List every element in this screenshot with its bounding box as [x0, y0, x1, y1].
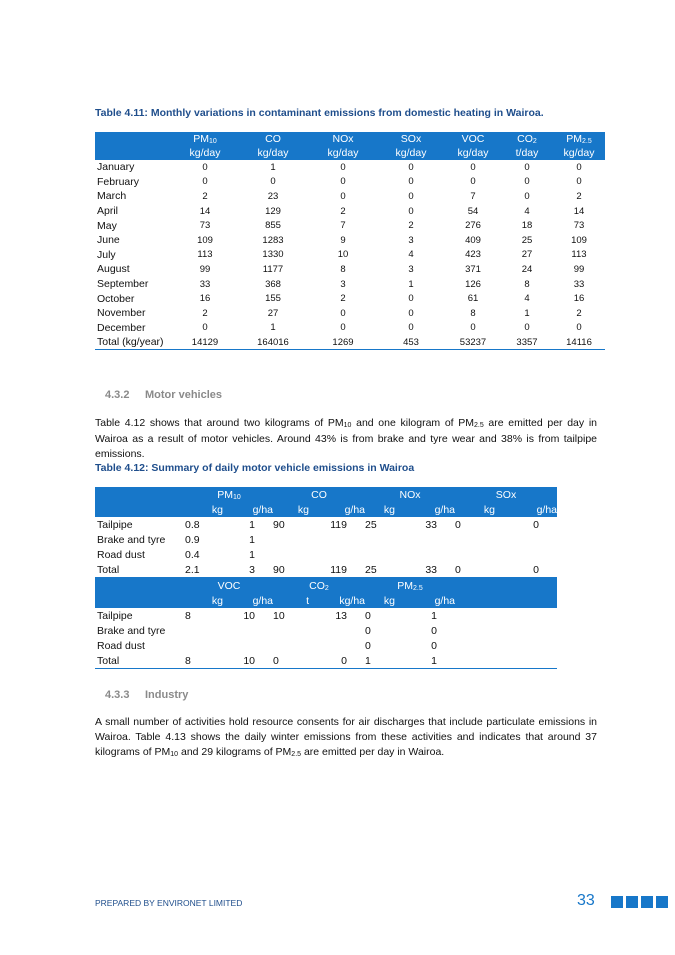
header-group	[455, 487, 557, 502]
pollutant-name: CO	[265, 133, 281, 145]
table-row	[95, 189, 605, 204]
header-blank	[95, 487, 185, 502]
cell-value	[495, 532, 557, 547]
table-row	[95, 175, 605, 190]
header-unit: kg/day	[189, 147, 221, 159]
header-unit: kg/ha	[339, 594, 365, 607]
cell-value: 3	[340, 278, 346, 290]
cell-value: 4	[408, 249, 414, 261]
cell-value: 1	[365, 653, 395, 669]
subscript: 10	[170, 751, 179, 758]
cell-value: 0	[576, 161, 582, 173]
footer-square-1	[611, 896, 623, 908]
table-row	[95, 204, 605, 219]
cell-value: 27	[521, 249, 533, 261]
header-unit: g/ha	[434, 503, 455, 516]
cell-value: 0	[202, 322, 208, 334]
header-group	[273, 578, 365, 594]
text-run: and one kilogram of PM	[351, 417, 475, 429]
cell-value: 0	[470, 322, 476, 334]
table-row	[95, 291, 605, 306]
cell-value: 0	[524, 190, 530, 202]
pollutant-subscript: 2.5	[413, 584, 423, 592]
cell-value: 0	[202, 161, 208, 173]
cell-value	[185, 623, 223, 638]
section-title: Motor vehicles	[145, 389, 223, 401]
cell-value: 25	[365, 562, 395, 578]
cell-value: 14116	[553, 335, 605, 350]
empty-cell	[455, 623, 557, 638]
cell-value: 1269	[309, 335, 377, 350]
cell-value: 155	[265, 293, 281, 305]
pollutant-subscript: 10	[232, 493, 241, 501]
header-unit: kg/day	[457, 147, 489, 159]
row-label: Tailpipe	[97, 609, 133, 622]
footer-square-3	[641, 896, 653, 908]
cell-value	[223, 638, 273, 653]
header-pollutant	[173, 132, 237, 146]
header-blank	[455, 578, 557, 594]
pollutant-name: PM	[217, 488, 233, 501]
cell-value: 8	[340, 263, 346, 275]
section-heading-industry	[105, 689, 188, 701]
header-pollutant	[445, 132, 501, 146]
row-label: Total (kg/year)	[95, 335, 173, 350]
cell-value: 0	[340, 322, 346, 334]
cell-value: 25	[365, 518, 377, 531]
header-unit: kg	[211, 503, 223, 516]
header-unit: kg/day	[395, 147, 427, 159]
cell-value: 1	[431, 609, 437, 622]
cell-value: 90	[273, 562, 309, 578]
empty-cell	[455, 608, 557, 623]
row-label: June	[97, 234, 120, 247]
cell-value: 0	[340, 190, 346, 202]
header-unit: kg	[297, 503, 309, 516]
cell-value: 0	[365, 624, 371, 637]
cell-value: 119	[309, 562, 365, 578]
cell-value	[365, 547, 395, 562]
header-unit: kg	[383, 594, 395, 607]
subscript: 2.5	[291, 751, 302, 758]
cell-value: 0.9	[185, 533, 200, 546]
text-run: are emitted per day in Wairoa.	[301, 746, 445, 758]
section-heading-motor-vehicles	[105, 389, 222, 401]
cell-value: 119	[330, 518, 347, 531]
cell-value: 14129	[173, 335, 237, 350]
cell-value: 0	[524, 161, 530, 173]
cell-value: 2	[576, 307, 582, 319]
header-row-groups	[95, 578, 557, 594]
cell-value: 13	[335, 609, 347, 622]
row-label: Brake and tyre	[97, 624, 166, 637]
cell-value: 73	[199, 220, 211, 232]
cell-value	[273, 623, 309, 638]
header-unit: g/ha	[252, 594, 273, 607]
page-number: 33	[577, 892, 595, 909]
cell-value: 0	[431, 639, 437, 652]
table-row	[95, 233, 605, 248]
cell-value: 1	[524, 307, 530, 319]
cell-value: 855	[265, 220, 281, 232]
total-row	[95, 653, 557, 669]
table-row	[95, 608, 557, 623]
cell-value: 2	[340, 293, 346, 305]
cell-value: 0	[576, 322, 582, 334]
header-group	[185, 487, 273, 502]
footer-square-4	[656, 896, 668, 908]
cell-value: 16	[573, 293, 585, 305]
cell-value: 33	[573, 278, 585, 290]
cell-value: 0.8	[185, 518, 200, 531]
cell-value: 14	[573, 205, 585, 217]
row-label: April	[97, 205, 119, 218]
cell-value: 126	[465, 278, 481, 290]
cell-value: 4	[524, 205, 530, 217]
row-label: Total	[95, 653, 185, 669]
cell-value: 0	[524, 176, 530, 188]
header-unit: kg	[483, 503, 495, 516]
row-label: Total	[95, 562, 185, 578]
cell-value: 113	[197, 249, 213, 261]
row-label: July	[97, 248, 116, 261]
cell-value: 99	[199, 263, 211, 275]
cell-value: 25	[521, 234, 533, 246]
cell-value: 14	[199, 205, 211, 217]
subscript: 10	[343, 422, 352, 429]
header-unit: kg	[383, 503, 395, 516]
table-row	[95, 547, 557, 562]
header-pollutant	[553, 132, 605, 146]
cell-value: 453	[377, 335, 445, 350]
header-group	[365, 487, 455, 502]
header-blank	[455, 593, 557, 608]
cell-value: 4	[524, 293, 530, 305]
header-unit: g/ha	[434, 594, 455, 607]
table-row	[95, 306, 605, 321]
cell-value	[223, 623, 273, 638]
cell-value: 10	[223, 653, 273, 669]
cell-value: 33	[425, 518, 437, 531]
cell-value: 113	[571, 249, 587, 261]
cell-value: 1	[395, 653, 455, 669]
row-label: August	[97, 263, 130, 276]
cell-value: 109	[571, 234, 587, 246]
pollutant-subscript: 10	[208, 138, 217, 145]
cell-value: 7	[340, 220, 346, 232]
header-row-units	[95, 502, 557, 517]
cell-value: 24	[521, 263, 533, 275]
header-row-pollutants	[95, 132, 605, 146]
cell-value: 1	[270, 161, 276, 173]
header-unit: kg/day	[257, 147, 289, 159]
cell-value: 0	[365, 639, 371, 652]
cell-value: 54	[467, 205, 479, 217]
cell-value: 0.4	[185, 548, 200, 561]
row-label: Tailpipe	[97, 518, 133, 531]
pollutant-subscript: 2	[532, 138, 537, 145]
cell-value: 8	[185, 653, 223, 669]
empty-cell	[455, 653, 557, 669]
cell-value: 423	[465, 249, 481, 261]
header-group	[365, 578, 455, 594]
pollutant-subscript: 2	[324, 584, 329, 592]
cell-value: 2	[202, 307, 208, 319]
cell-value	[309, 547, 365, 562]
cell-value: 0	[408, 293, 414, 305]
cell-value	[365, 532, 395, 547]
paragraph-motor-vehicles	[95, 416, 597, 462]
cell-value: 129	[265, 205, 281, 217]
empty-cell	[455, 638, 557, 653]
table-row	[95, 218, 605, 233]
pollutant-name: PM	[193, 133, 209, 145]
cell-value: 18	[521, 220, 533, 232]
table-row	[95, 321, 605, 336]
table-4-12	[95, 487, 557, 669]
pollutant-name: SOx	[400, 133, 422, 145]
footer-square-2	[626, 896, 638, 908]
subscript: 2.5	[474, 422, 484, 429]
cell-value: 0	[270, 176, 276, 188]
cell-value: 16	[199, 293, 211, 305]
cell-value: 10	[273, 609, 285, 622]
total-row	[95, 562, 557, 578]
cell-value: 1330	[262, 249, 284, 261]
cell-value: 1	[249, 518, 255, 531]
row-label: January	[97, 161, 135, 174]
cell-value: 0	[408, 161, 414, 173]
cell-value: 33	[395, 562, 455, 578]
header-unit: kg	[211, 594, 223, 607]
cell-value: 0	[431, 624, 437, 637]
table-row	[95, 277, 605, 292]
cell-value: 409	[465, 234, 481, 246]
cell-value	[309, 623, 365, 638]
cell-value: 0	[533, 518, 539, 531]
table-row	[95, 262, 605, 277]
pollutant-name: VOC	[461, 133, 485, 145]
cell-value: 0	[470, 176, 476, 188]
pollutant-name: NOx	[399, 488, 421, 501]
header-unit: g/ha	[536, 503, 557, 516]
cell-value: 0	[365, 609, 371, 622]
pollutant-name: PM	[397, 579, 413, 592]
header-pollutant	[501, 132, 553, 146]
cell-value: 3	[408, 263, 414, 275]
header-pollutant	[377, 132, 445, 146]
paragraph-industry	[95, 715, 597, 761]
header-blank	[95, 578, 185, 594]
pollutant-name: VOC	[217, 579, 241, 592]
row-label: September	[97, 278, 149, 291]
cell-value	[309, 638, 365, 653]
cell-value: 1	[249, 533, 255, 546]
cell-value: 0	[408, 205, 414, 217]
cell-value: 27	[267, 307, 279, 319]
text-run: Table 4.12 shows that around two kilograms of PM	[95, 417, 344, 429]
row-label: Road dust	[97, 639, 145, 652]
cell-value: 10	[243, 609, 255, 622]
cell-value	[395, 547, 455, 562]
cell-value: 2	[340, 205, 346, 217]
table-row	[95, 517, 557, 532]
header-blank	[95, 593, 185, 608]
cell-value	[273, 547, 309, 562]
cell-value: 2	[576, 190, 582, 202]
cell-value: 0	[524, 322, 530, 334]
cell-value	[185, 638, 223, 653]
footer-prepared-by: PREPARED BY ENVIRONET LIMITED	[95, 898, 243, 908]
cell-value: 1177	[262, 263, 284, 275]
cell-value: 0	[576, 176, 582, 188]
cell-value: 10	[337, 249, 349, 261]
cell-value: 23	[267, 190, 279, 202]
cell-value: 0	[455, 562, 495, 578]
cell-value: 0	[273, 653, 309, 669]
cell-value: 0	[408, 322, 414, 334]
header-group	[185, 578, 273, 594]
row-label: October	[97, 292, 135, 305]
cell-value: 1	[408, 278, 414, 290]
cell-value: 1	[249, 548, 255, 561]
total-row	[95, 335, 605, 350]
pollutant-name: CO	[309, 579, 325, 592]
pollutant-name: PM	[566, 133, 582, 145]
row-label: May	[97, 219, 117, 232]
row-label: Brake and tyre	[97, 533, 166, 546]
cell-value: 276	[465, 220, 481, 232]
header-blank	[95, 146, 173, 160]
cell-value: 33	[199, 278, 211, 290]
cell-value: 7	[470, 190, 476, 202]
row-label: Road dust	[97, 548, 145, 561]
header-unit: g/ha	[344, 503, 365, 516]
cell-value: 2	[202, 190, 208, 202]
pollutant-name: NOx	[332, 133, 354, 145]
table-row	[95, 248, 605, 263]
cell-value: 0	[340, 176, 346, 188]
header-row-units	[95, 593, 557, 608]
cell-value: 0	[495, 562, 557, 578]
cell-value: 61	[467, 293, 479, 305]
cell-value: 368	[265, 278, 281, 290]
cell-value: 0	[340, 161, 346, 173]
cell-value: 73	[573, 220, 585, 232]
cell-value: 0	[202, 176, 208, 188]
cell-value: 8	[185, 609, 191, 622]
row-label: March	[97, 190, 127, 203]
cell-value: 1283	[262, 234, 284, 246]
cell-value: 3357	[501, 335, 553, 350]
cell-value: 0	[309, 653, 365, 669]
pollutant-subscript: 2.5	[582, 138, 592, 145]
table-4-11-caption: Table 4.11: Monthly variations in contaminant emissions from domestic heating in Wairoa.	[95, 107, 544, 119]
row-label: November	[97, 307, 146, 320]
header-group	[273, 487, 365, 502]
cell-value	[309, 532, 365, 547]
cell-value: 3	[223, 562, 273, 578]
pollutant-name: SOx	[495, 488, 517, 501]
section-number: 4.3.2	[105, 389, 130, 401]
header-unit: kg/day	[327, 147, 359, 159]
pollutant-name: CO	[517, 133, 533, 145]
table-row	[95, 160, 605, 175]
cell-value: 371	[465, 263, 481, 275]
cell-value: 0	[408, 190, 414, 202]
table-row	[95, 638, 557, 653]
header-blank	[95, 502, 185, 517]
cell-value: 164016	[237, 335, 309, 350]
cell-value	[273, 532, 309, 547]
text-run: are emitted per day in Wairoa as a result of motor vehicles. Around 43% is from brake and tyre wear and 38% is from tailpipe emissions.	[95, 417, 597, 460]
section-title: Industry	[145, 689, 189, 701]
table-4-11	[95, 132, 605, 350]
cell-value: 0	[340, 307, 346, 319]
header-unit: g/ha	[252, 503, 273, 516]
cell-value: 9	[340, 234, 346, 246]
cell-value: 2.1	[185, 562, 223, 578]
cell-value: 109	[197, 234, 213, 246]
header-pollutant	[309, 132, 377, 146]
row-label: February	[97, 175, 140, 188]
header-unit: kg/day	[563, 147, 595, 159]
cell-value: 8	[470, 307, 476, 319]
cell-value: 99	[573, 263, 585, 275]
header-blank	[95, 132, 173, 146]
cell-value: 0	[408, 176, 414, 188]
text-run: and 29 kilograms of PM	[178, 746, 292, 758]
cell-value: 0	[455, 518, 461, 531]
header-row-groups	[95, 487, 557, 502]
header-unit: t	[306, 594, 309, 607]
cell-value: 3	[408, 234, 414, 246]
cell-value	[395, 532, 455, 547]
cell-value: 8	[524, 278, 530, 290]
cell-value: 90	[273, 518, 285, 531]
header-pollutant	[237, 132, 309, 146]
pollutant-name: CO	[311, 488, 327, 501]
cell-value: 0	[408, 307, 414, 319]
cell-value: 53237	[445, 335, 501, 350]
table-row	[95, 623, 557, 638]
header-unit: t/day	[515, 147, 539, 159]
cell-value: 0	[470, 161, 476, 173]
table-row	[95, 532, 557, 547]
section-number: 4.3.3	[105, 689, 130, 701]
cell-value	[495, 547, 557, 562]
cell-value	[273, 638, 309, 653]
cell-value: 1	[270, 322, 276, 334]
header-row-units	[95, 146, 605, 160]
cell-value: 2	[408, 220, 414, 232]
table-4-12-caption: Table 4.12: Summary of daily motor vehicle emissions in Wairoa	[95, 462, 415, 474]
cell-value	[455, 532, 495, 547]
text-run: A small number of activities hold resource consents for air discharges that include particulate emissions in Wairoa. Table 4.13 shows the daily winter emissions from these activities and indicates that around 37 kilograms of PM	[95, 716, 597, 758]
cell-value	[455, 547, 495, 562]
row-label: December	[97, 321, 146, 334]
